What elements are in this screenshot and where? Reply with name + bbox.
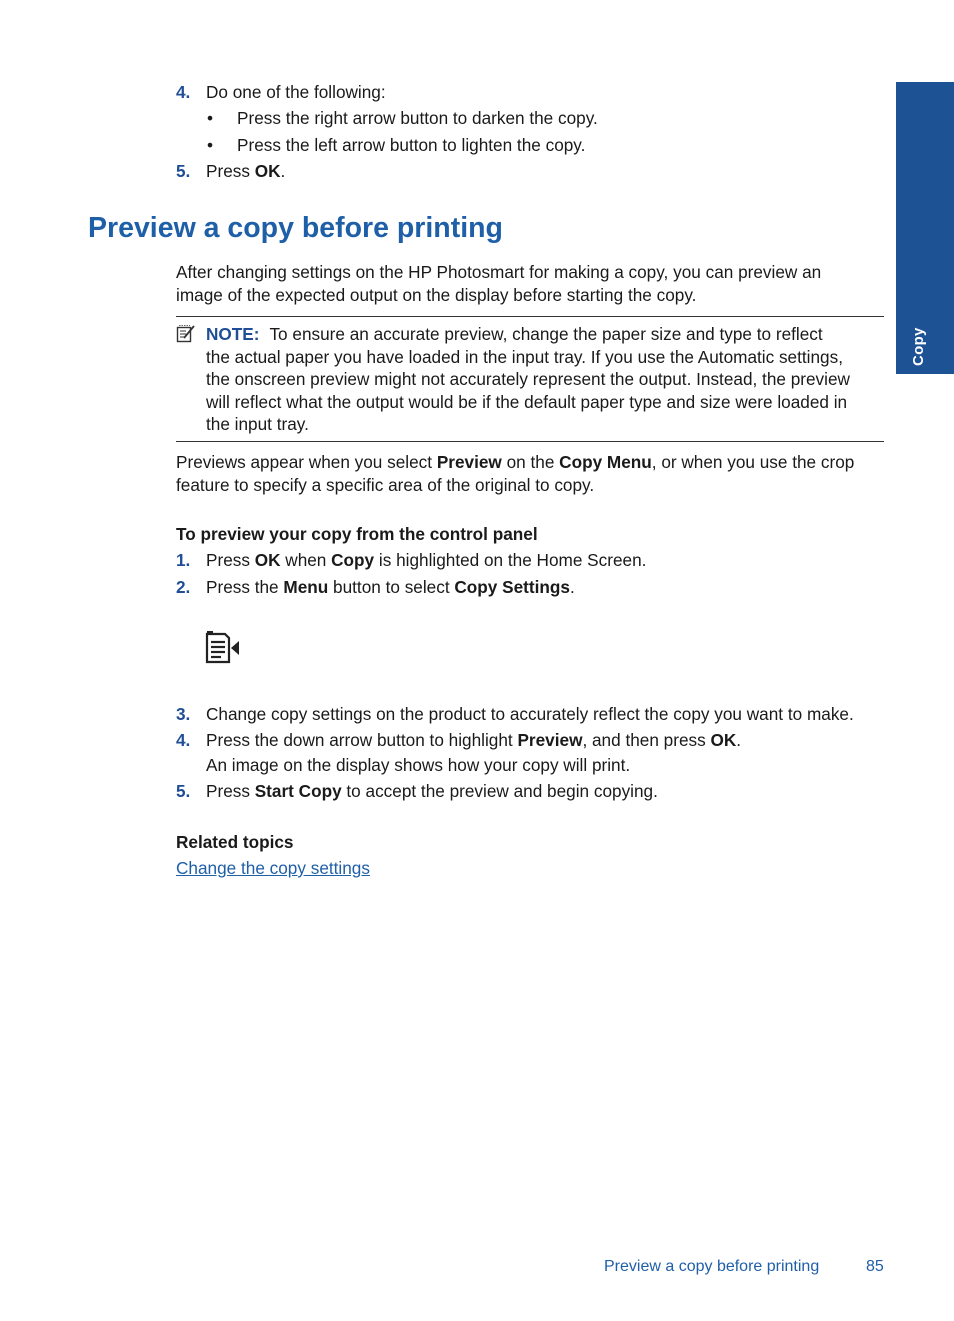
- step-number: 3.: [176, 704, 191, 724]
- note-icon: [176, 324, 196, 344]
- step-number: 5.: [176, 161, 191, 181]
- note-top-rule: [176, 316, 884, 317]
- intro-paragraph: [176, 261, 888, 306]
- bullet-text: Press the left arrow button to lighten the copy.: [237, 135, 586, 155]
- step-number: 4.: [176, 82, 191, 102]
- chapter-tab-label: Copy: [910, 327, 927, 366]
- procedure-title: To preview your copy from the control panel: [176, 524, 538, 544]
- note-line: To ensure an accurate preview, change the paper size and type to reflect: [269, 324, 823, 344]
- page-number: 85: [866, 1258, 884, 1275]
- menu-button-icon: [205, 631, 241, 665]
- step-number: 5.: [176, 781, 191, 801]
- note-line: the input tray.: [206, 414, 309, 434]
- bullet-icon: •: [207, 135, 214, 155]
- step-number: 1.: [176, 550, 191, 570]
- step-text: Do one of the following:: [206, 82, 386, 102]
- step-subtext: An image on the display shows how your copy will print.: [206, 755, 631, 775]
- bullet-icon: •: [207, 108, 214, 128]
- note-line: will reflect what the output would be if the default paper type and size were loaded in: [206, 391, 848, 412]
- intro-line: After changing settings on the HP Photosmart for making a copy, you can preview an: [176, 262, 822, 282]
- note-line: the onscreen preview might not accurately represent the output. Instead, the preview: [206, 369, 850, 389]
- related-topics-title: Related topics: [176, 832, 294, 852]
- step-number: 2.: [176, 577, 191, 597]
- step-text: Press OK when Copy is highlighted on the Home Screen.: [206, 550, 647, 570]
- step-number: 4.: [176, 730, 191, 750]
- previews-paragraph: Previews appear when you select Preview on the Copy Menu, or when you use the crop feature to specify a specific area of the original to copy.: [176, 452, 855, 495]
- related-topic-link[interactable]: Change the copy settings: [176, 858, 370, 878]
- note-label: NOTE:: [206, 324, 260, 344]
- step-text: Press the down arrow button to highlight Preview, and then press OK.: [206, 730, 742, 750]
- step-text: Press Start Copy to accept the preview and begin copying.: [206, 781, 658, 801]
- note-text: [206, 323, 888, 436]
- intro-line: image of the expected output on the display before starting the copy.: [176, 284, 697, 305]
- bullet-text: Press the right arrow button to darken the copy.: [237, 108, 598, 128]
- note-bottom-rule: [176, 441, 884, 442]
- step-text: Press OK.: [206, 161, 286, 181]
- note-line: the actual paper you have loaded in the input tray. If you use the Automatic settings,: [206, 346, 843, 367]
- footer-section-title: Preview a copy before printing: [604, 1258, 820, 1275]
- section-heading: Preview a copy before printing: [88, 212, 503, 244]
- step-text: Change copy settings on the product to accurately reflect the copy you want to make.: [206, 704, 854, 724]
- step-text: Press the Menu button to select Copy Settings.: [206, 577, 575, 597]
